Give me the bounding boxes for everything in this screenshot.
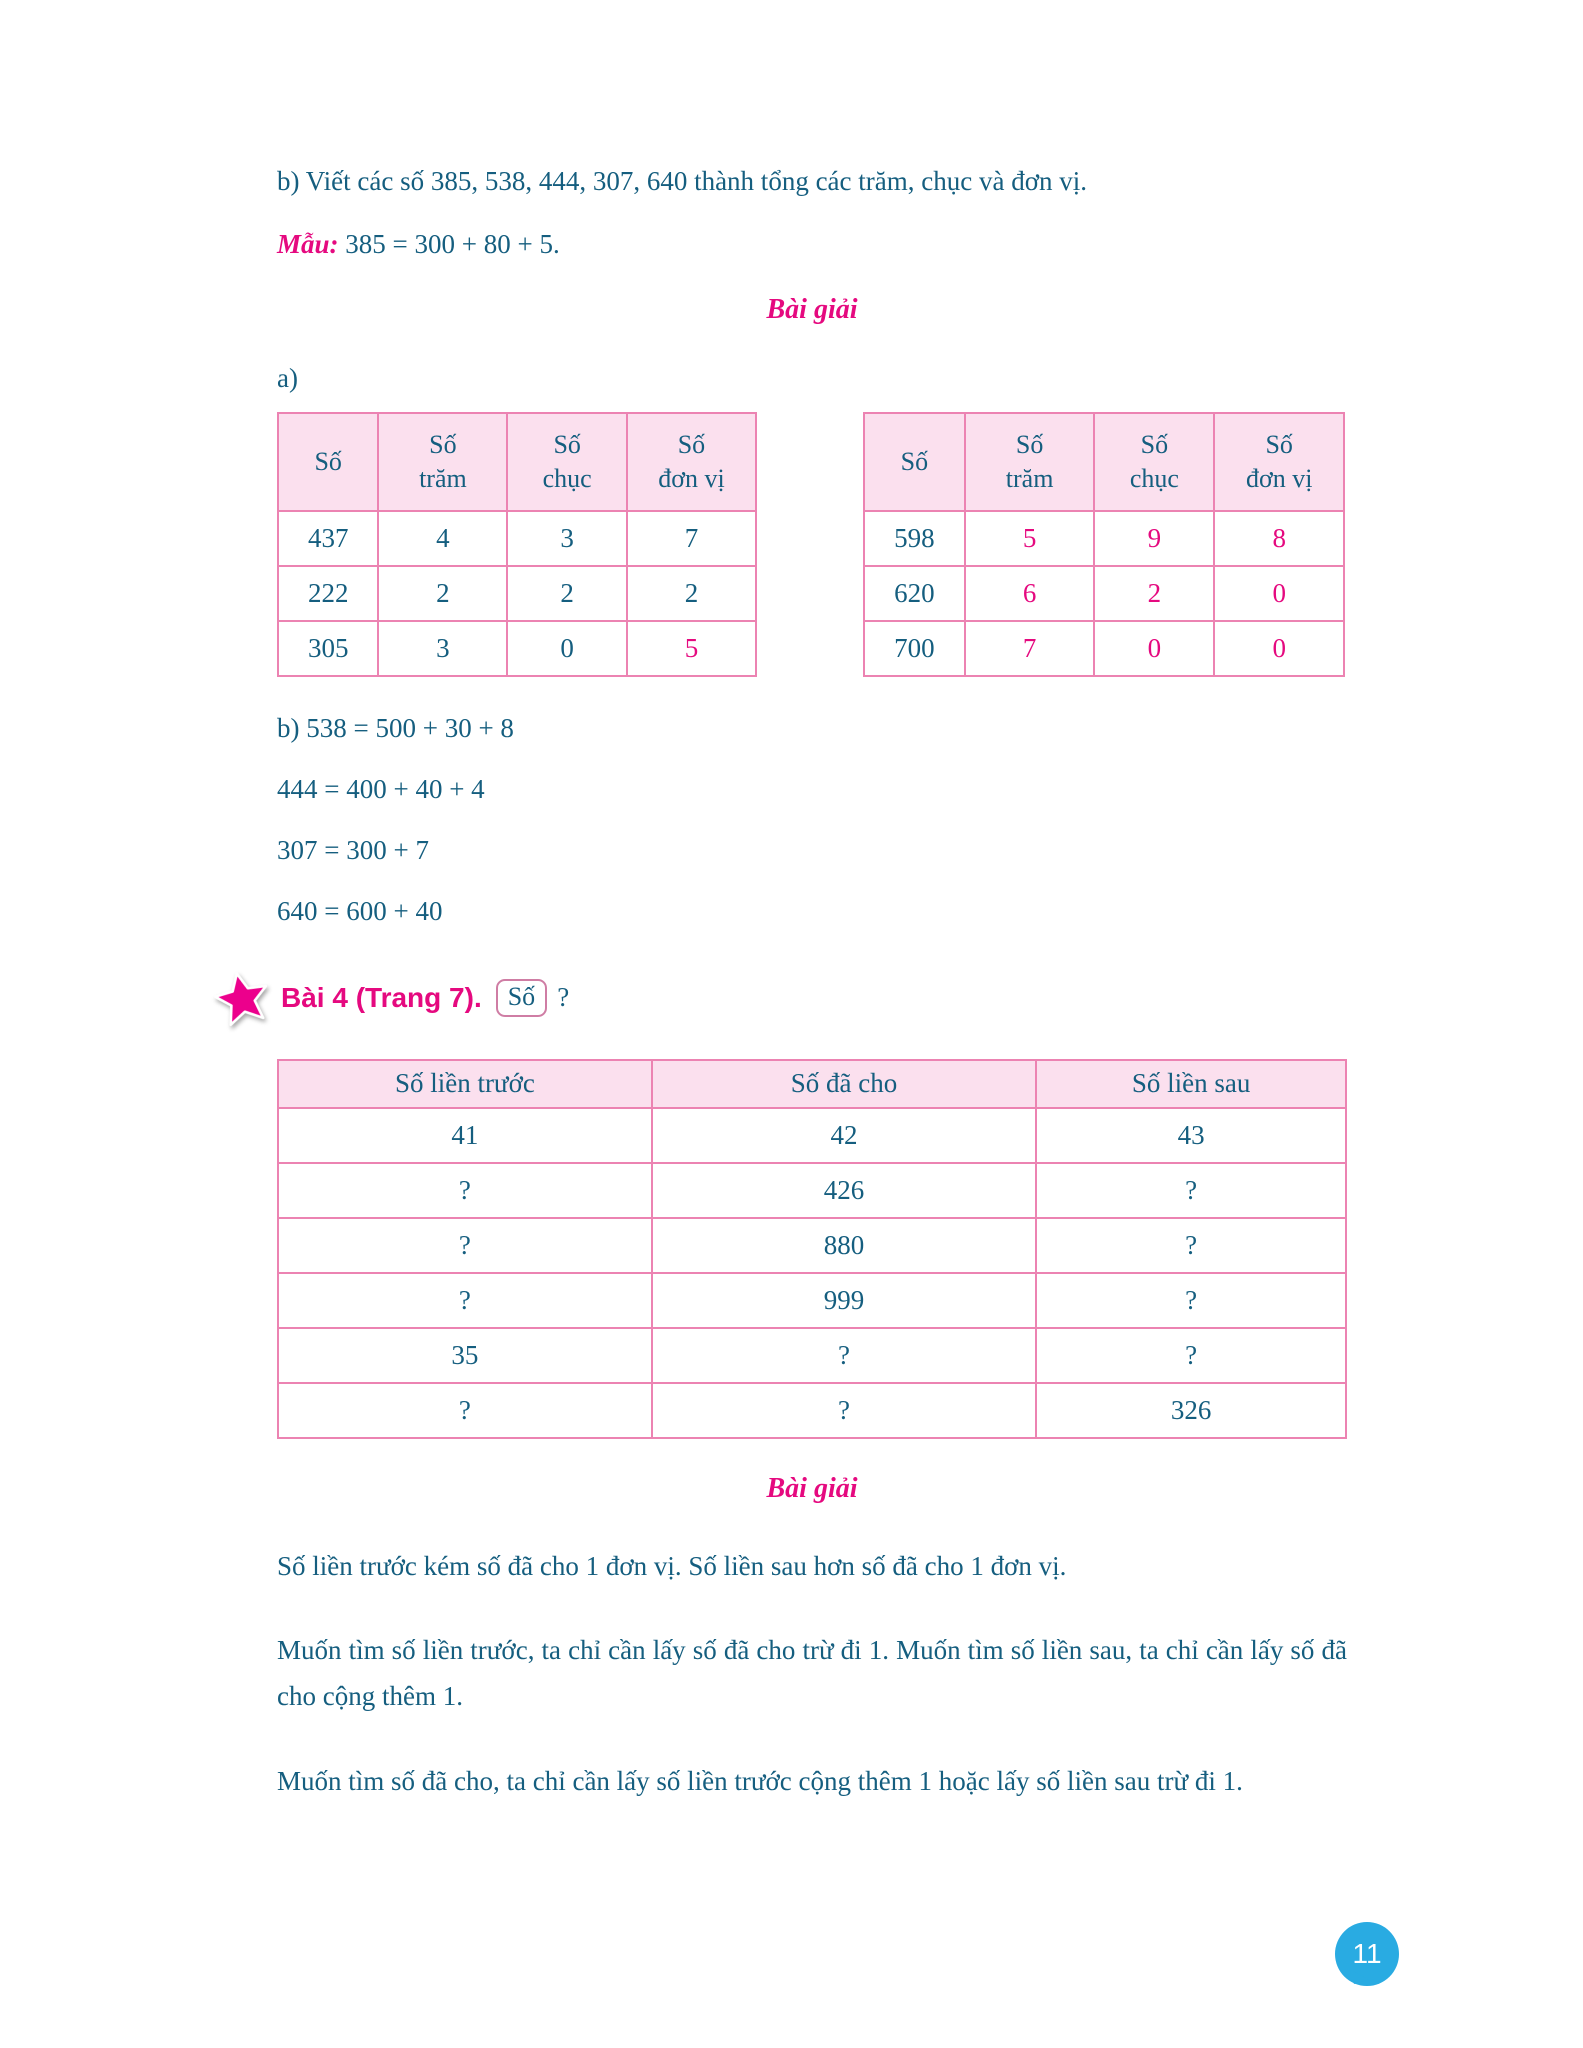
- table-row: [278, 566, 756, 621]
- header-line: đơn vị: [1245, 463, 1313, 493]
- table-cell: ?: [278, 1273, 652, 1328]
- solution-paragraph: Muốn tìm số liền trước, ta chỉ cần lấy số đã cho trừ đi 1. Muốn tìm số liền sau, ta chỉ cần lấy số đã cho cộng thêm 1.: [277, 1634, 1347, 1712]
- table-cell: 5: [627, 621, 756, 676]
- table-row: [278, 1218, 1346, 1273]
- table-cell: ?: [1036, 1273, 1346, 1328]
- table-cell: 41: [278, 1108, 652, 1163]
- header-so-don-vi: [1214, 413, 1344, 511]
- place-value-table-right: [863, 412, 1345, 677]
- table-row: [278, 1273, 1346, 1328]
- table-cell: 6: [965, 566, 1095, 621]
- page-number: 11: [1352, 1938, 1382, 1969]
- header-line: trăm: [1005, 463, 1054, 493]
- exercise-title: Bài 4 (Trang 7).: [281, 981, 482, 1013]
- part-b-line: b) 538 = 500 + 30 + 8: [277, 712, 514, 743]
- table-cell: 305: [278, 621, 378, 676]
- table-cell: ?: [1036, 1218, 1346, 1273]
- table-cell: 42: [652, 1108, 1036, 1163]
- part-b-line: 640 = 600 + 40: [277, 895, 443, 926]
- header-line: Số: [1265, 429, 1293, 459]
- table-cell: 880: [652, 1218, 1036, 1273]
- table-cell: 3: [378, 621, 507, 676]
- table-header-row: [278, 1060, 1346, 1108]
- place-value-tables-row: [277, 412, 1347, 677]
- table-row: [864, 566, 1344, 621]
- solution-heading-2: Bài giải: [766, 1472, 858, 1504]
- table-row: [278, 1383, 1346, 1438]
- page-content: [277, 165, 1347, 1804]
- header-so-tram: [378, 413, 507, 511]
- table-cell: 5: [965, 511, 1095, 566]
- example-line: [277, 229, 1347, 260]
- header-line: chục: [1129, 463, 1179, 493]
- part-b-line: 444 = 400 + 40 + 4: [277, 773, 485, 804]
- table-cell: ?: [1036, 1163, 1346, 1218]
- table-cell: ?: [652, 1383, 1036, 1438]
- neighbor-numbers-table: [277, 1059, 1347, 1439]
- place-value-table-left: [277, 412, 757, 677]
- header-so: Số: [278, 413, 378, 511]
- table-row: [864, 511, 1344, 566]
- header-line: Số: [553, 429, 581, 459]
- table-cell: 598: [864, 511, 965, 566]
- table-cell: 2: [627, 566, 756, 621]
- table-cell: 437: [278, 511, 378, 566]
- so-box: Số: [496, 979, 547, 1017]
- table-header-row: [278, 413, 756, 511]
- solution-heading-1: Bài giải: [766, 293, 858, 325]
- header-so-lien-sau: Số liền sau: [1036, 1060, 1346, 1108]
- table-cell: 0: [1214, 621, 1344, 676]
- table-cell: 4: [378, 511, 507, 566]
- table-row: [278, 621, 756, 676]
- table-cell: 0: [507, 621, 627, 676]
- table-cell: ?: [652, 1328, 1036, 1383]
- table-cell: 620: [864, 566, 965, 621]
- table-cell: 0: [1094, 621, 1214, 676]
- star-icon: [210, 965, 274, 1029]
- solution-paragraph: Số liền trước kém số đã cho 1 đơn vị. Số liền sau hơn số đã cho 1 đơn vị.: [277, 1550, 1067, 1581]
- header-so-chuc: [507, 413, 627, 511]
- table-cell: 999: [652, 1273, 1036, 1328]
- table-row: [278, 511, 756, 566]
- table-cell: 0: [1214, 566, 1344, 621]
- exercise-heading-row: [215, 971, 1347, 1025]
- table-cell: ?: [1036, 1328, 1346, 1383]
- header-so-don-vi: [627, 413, 756, 511]
- table-cell: 8: [1214, 511, 1344, 566]
- table-cell: 326: [1036, 1383, 1346, 1438]
- page-number-badge: [1335, 1922, 1399, 1986]
- table-cell: 222: [278, 566, 378, 621]
- table-row: [278, 1108, 1346, 1163]
- table-row: [278, 1328, 1346, 1383]
- header-so: Số: [864, 413, 965, 511]
- table-row: [864, 621, 1344, 676]
- header-line: Số: [1015, 429, 1044, 459]
- table-cell: 2: [507, 566, 627, 621]
- header-line: đơn vị: [658, 463, 725, 493]
- table-cell: 9: [1094, 511, 1214, 566]
- table-cell: 2: [378, 566, 507, 621]
- table-cell: ?: [278, 1218, 652, 1273]
- table-row: [278, 1163, 1346, 1218]
- header-line: trăm: [419, 463, 467, 493]
- table-cell: ?: [278, 1383, 652, 1438]
- example-label: Mẫu:: [277, 228, 339, 259]
- table-cell: 43: [1036, 1108, 1346, 1163]
- table-cell: 426: [652, 1163, 1036, 1218]
- table-cell: 7: [965, 621, 1095, 676]
- question-mark: ?: [557, 982, 570, 1012]
- solution-paragraph: Muốn tìm số đã cho, ta chỉ cần lấy số liền trước cộng thêm 1 hoặc lấy số liền sau trừ đi 1.: [277, 1765, 1243, 1796]
- table-cell: 2: [1094, 566, 1214, 621]
- header-line: Số: [677, 429, 706, 459]
- table-cell: 700: [864, 621, 965, 676]
- intro-line-b: b) Viết các số 385, 538, 444, 307, 640 thành tổng các trăm, chục và đơn vị.: [277, 166, 1087, 196]
- table-cell: 35: [278, 1328, 652, 1383]
- part-b-line: 307 = 300 + 7: [277, 834, 429, 865]
- table-cell: ?: [278, 1163, 652, 1218]
- header-line: chục: [542, 463, 592, 493]
- header-line: Số: [429, 429, 457, 459]
- header-so-chuc: [1094, 413, 1214, 511]
- table-header-row: [864, 413, 1344, 511]
- header-so-da-cho: Số đã cho: [652, 1060, 1036, 1108]
- table-cell: 3: [507, 511, 627, 566]
- part-a-label: a): [277, 362, 298, 393]
- header-so-tram: [965, 413, 1095, 511]
- table-cell: 7: [627, 511, 756, 566]
- example-expression: 385 = 300 + 80 + 5.: [345, 228, 560, 259]
- header-line: Số: [1140, 429, 1169, 459]
- header-so-lien-truoc: Số liền trước: [278, 1060, 652, 1108]
